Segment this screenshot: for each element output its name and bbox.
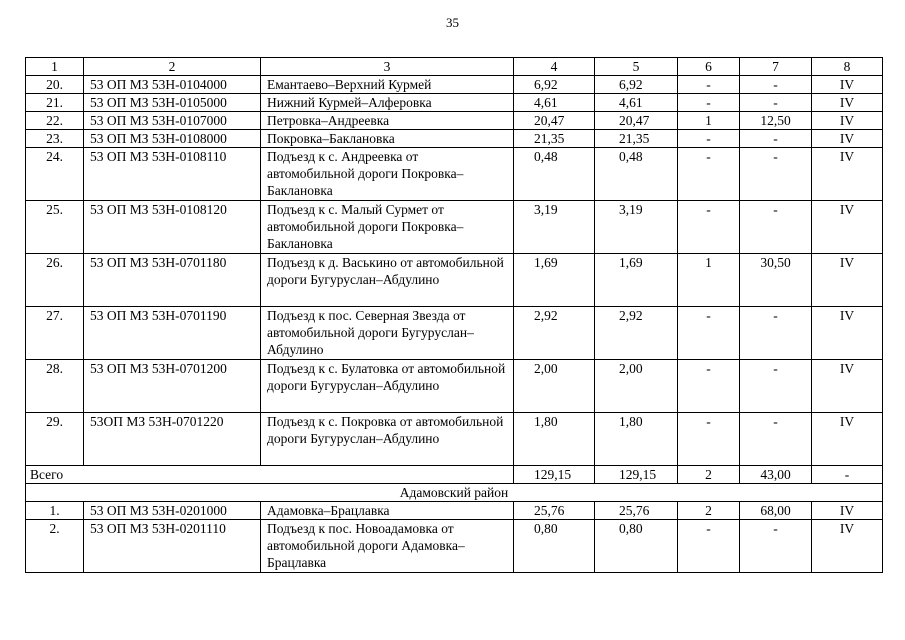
road-code: 53 ОП МЗ 53Н-0701190: [84, 307, 261, 360]
row-number: 21.: [26, 94, 84, 112]
col7-value: -: [740, 413, 812, 466]
header-cell: 3: [261, 58, 514, 76]
row-number: 23.: [26, 130, 84, 148]
col7-value: 30,50: [740, 254, 812, 307]
col6-value: 1: [678, 254, 740, 307]
col5-value: 25,76: [595, 502, 678, 520]
col4-value: 0,48: [514, 148, 595, 201]
road-code: 53 ОП МЗ 53Н-0108110: [84, 148, 261, 201]
col7-value: -: [740, 201, 812, 254]
row-number: 24.: [26, 148, 84, 201]
road-category: IV: [812, 76, 883, 94]
col4-value: 3,19: [514, 201, 595, 254]
header-cell: 5: [595, 58, 678, 76]
road-category: IV: [812, 360, 883, 413]
col7-value: -: [740, 307, 812, 360]
col5-value: 3,19: [595, 201, 678, 254]
table-row: [26, 254, 883, 307]
road-code: 53 ОП МЗ 53Н-0107000: [84, 112, 261, 130]
col4-value: 0,80: [514, 520, 595, 573]
road-name: Подъезд к пос. Северная Звезда от автомобильной дороги Бугуруслан–Абдулино: [261, 307, 514, 360]
table-row: [26, 360, 883, 413]
road-code: 53 ОП МЗ 53Н-0105000: [84, 94, 261, 112]
road-category: IV: [812, 94, 883, 112]
header-cell: 2: [84, 58, 261, 76]
road-name: Петровка–Андреевка: [261, 112, 514, 130]
table-header-row: [26, 58, 883, 76]
col6-value: -: [678, 201, 740, 254]
road-category: IV: [812, 307, 883, 360]
col4-value: 1,80: [514, 413, 595, 466]
col5-value: 4,61: [595, 94, 678, 112]
row-number: 27.: [26, 307, 84, 360]
road-category: IV: [812, 254, 883, 307]
col5-value: 0,48: [595, 148, 678, 201]
col5-value: 1,69: [595, 254, 678, 307]
col6-value: -: [678, 520, 740, 573]
col6-value: -: [678, 130, 740, 148]
col7-value: -: [740, 148, 812, 201]
road-category: IV: [812, 201, 883, 254]
table-row: [26, 307, 883, 360]
row-number: 28.: [26, 360, 84, 413]
section-title: Адамовский район: [26, 484, 883, 502]
table-row: [26, 76, 883, 94]
row-number: 29.: [26, 413, 84, 466]
col5-value: 6,92: [595, 76, 678, 94]
col6-value: -: [678, 148, 740, 201]
total-col7: 43,00: [740, 466, 812, 484]
col6-value: -: [678, 413, 740, 466]
row-number: 22.: [26, 112, 84, 130]
col4-value: 2,92: [514, 307, 595, 360]
header-cell: 7: [740, 58, 812, 76]
table-row: [26, 502, 883, 520]
col4-value: 4,61: [514, 94, 595, 112]
col7-value: 12,50: [740, 112, 812, 130]
road-name: Подъезд к пос. Новоадамовка от автомобильной дороги Адамовка–Брацлавка: [261, 520, 514, 573]
road-code: 53 ОП МЗ 53Н-0108120: [84, 201, 261, 254]
header-cell: 1: [26, 58, 84, 76]
col4-value: 1,69: [514, 254, 595, 307]
header-cell: 4: [514, 58, 595, 76]
road-code: 53 ОП МЗ 53Н-0701200: [84, 360, 261, 413]
row-number: 1.: [26, 502, 84, 520]
total-label: Всего: [26, 466, 514, 484]
road-code: 53 ОП МЗ 53Н-0201110: [84, 520, 261, 573]
col7-value: -: [740, 360, 812, 413]
col5-value: 21,35: [595, 130, 678, 148]
table-row: [26, 201, 883, 254]
header-cell: 8: [812, 58, 883, 76]
header-cell: 6: [678, 58, 740, 76]
road-category: IV: [812, 130, 883, 148]
total-col4: 129,15: [514, 466, 595, 484]
road-code: 53 ОП МЗ 53Н-0701180: [84, 254, 261, 307]
row-number: 25.: [26, 201, 84, 254]
table-row: [26, 94, 883, 112]
roads-table: [25, 57, 883, 573]
col4-value: 20,47: [514, 112, 595, 130]
table-row: [26, 148, 883, 201]
table-row: [26, 112, 883, 130]
row-number: 20.: [26, 76, 84, 94]
road-code: 53 ОП МЗ 53Н-0108000: [84, 130, 261, 148]
col5-value: 20,47: [595, 112, 678, 130]
road-category: IV: [812, 413, 883, 466]
col6-value: 1: [678, 112, 740, 130]
road-name: Нижний Курмей–Алферовка: [261, 94, 514, 112]
col4-value: 25,76: [514, 502, 595, 520]
col6-value: -: [678, 76, 740, 94]
col5-value: 2,92: [595, 307, 678, 360]
road-name: Емантаево–Верхний Курмей: [261, 76, 514, 94]
road-code: 53 ОП МЗ 53Н-0104000: [84, 76, 261, 94]
col7-value: -: [740, 76, 812, 94]
col7-value: -: [740, 130, 812, 148]
road-name: Покровка–Баклановка: [261, 130, 514, 148]
col7-value: 68,00: [740, 502, 812, 520]
col7-value: -: [740, 94, 812, 112]
col6-value: -: [678, 94, 740, 112]
total-col8: -: [812, 466, 883, 484]
col4-value: 2,00: [514, 360, 595, 413]
road-category: IV: [812, 520, 883, 573]
road-category: IV: [812, 502, 883, 520]
col4-value: 21,35: [514, 130, 595, 148]
road-name: Адамовка–Брацлавка: [261, 502, 514, 520]
row-number: 2.: [26, 520, 84, 573]
road-name: Подъезд к с. Покровка от автомобильной дороги Бугуруслан–Абдулино: [261, 413, 514, 466]
row-number: 26.: [26, 254, 84, 307]
table-row: [26, 413, 883, 466]
section-header-row: [26, 484, 883, 502]
road-name: Подъезд к с. Малый Сурмет от автомобильной дороги Покровка–Баклановка: [261, 201, 514, 254]
total-col6: 2: [678, 466, 740, 484]
total-row: [26, 466, 883, 484]
road-category: IV: [812, 112, 883, 130]
col5-value: 1,80: [595, 413, 678, 466]
page-number: 35: [446, 15, 459, 30]
table-row: [26, 130, 883, 148]
col7-value: -: [740, 520, 812, 573]
col5-value: 2,00: [595, 360, 678, 413]
road-code: 53ОП МЗ 53Н-0701220: [84, 413, 261, 466]
col6-value: -: [678, 360, 740, 413]
road-name: Подъезд к д. Васькино от автомобильной дороги Бугуруслан–Абдулино: [261, 254, 514, 307]
total-col5: 129,15: [595, 466, 678, 484]
road-category: IV: [812, 148, 883, 201]
col4-value: 6,92: [514, 76, 595, 94]
road-name: Подъезд к с. Булатовка от автомобильной дороги Бугуруслан–Абдулино: [261, 360, 514, 413]
col5-value: 0,80: [595, 520, 678, 573]
col6-value: -: [678, 307, 740, 360]
road-code: 53 ОП МЗ 53Н-0201000: [84, 502, 261, 520]
table-row: [26, 520, 883, 573]
road-name: Подъезд к с. Андреевка от автомобильной дороги Покровка–Баклановка: [261, 148, 514, 201]
col6-value: 2: [678, 502, 740, 520]
